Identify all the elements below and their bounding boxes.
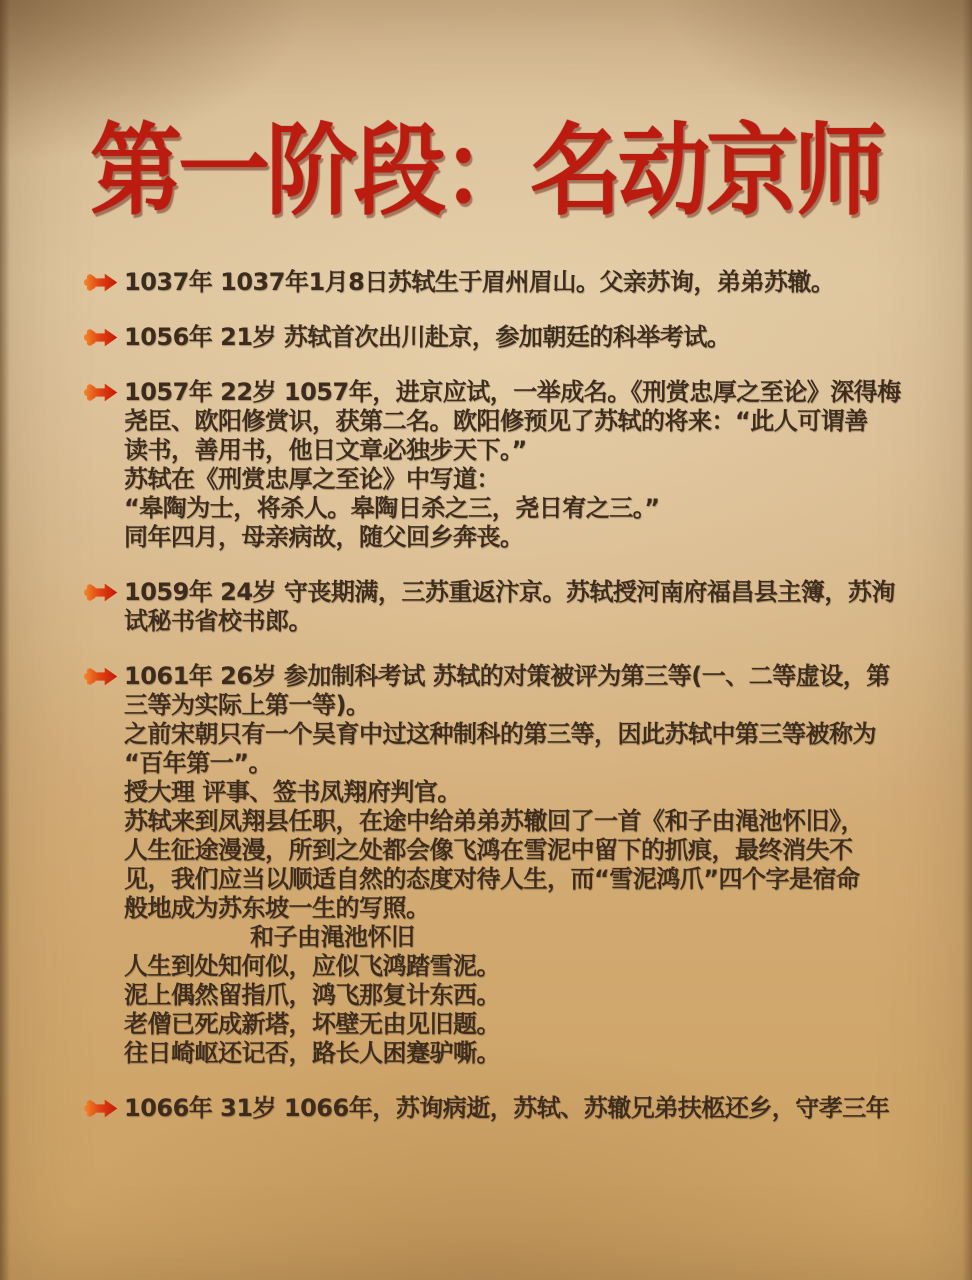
page-title: 第一阶段：名动京师 — [89, 112, 882, 229]
poem-line: 老僧已死成新塔，坏壁无由见旧题。 — [124, 1010, 500, 1038]
text-line: 苏轼在《刑赏忠厚之至论》中写道： — [124, 465, 500, 493]
text-line: 人生征途漫漫，所到之处都会像飞鸿在雪泥中留下的抓痕，最终消失不 — [124, 836, 853, 864]
timeline-item-1061 — [88, 662, 932, 1068]
text-line: 1056年 21岁 苏轼首次出川赴京，参加朝廷的科举考试。 — [124, 323, 731, 351]
flame-arrow-icon — [84, 271, 118, 294]
timeline-item-1057 — [88, 378, 932, 552]
text-line: 同年四月，母亲病故，随父回乡奔丧。 — [124, 523, 524, 551]
poem-line: 人生到处知何似，应似飞鸿踏雪泥。 — [124, 952, 500, 980]
timeline-item-1037 — [88, 268, 932, 297]
text-line: 1066年 31岁 1066年，苏询病逝，苏轼、苏辙兄弟扶柩还乡，守孝三年 — [124, 1094, 890, 1122]
text-line: 苏轼来到凤翔县任职，在途中给弟弟苏辙回了一首《和子由渑池怀旧》， — [124, 807, 864, 835]
text-line: 1057年 22岁 1057年，进京应试，一举成名。《刑赏忠厚之至论》深得梅 — [124, 378, 901, 406]
text-line: “皋陶为士，将杀人。皋陶日杀之三，尧日宥之三。” — [124, 494, 660, 522]
timeline — [88, 268, 932, 1123]
text-line: “百年第一”。 — [124, 749, 273, 777]
text-line: 三等为实际上第一等)。 — [124, 691, 370, 719]
poem-title: 和子由渑池怀旧 — [250, 923, 415, 951]
text-line: 授大理 评事、签书凤翔府判官。 — [124, 778, 461, 806]
poem-line: 泥上偶然留指爪，鸿飞那复计东西。 — [124, 981, 500, 1009]
flame-arrow-icon — [84, 1097, 118, 1120]
text-line: 试秘书省校书郎。 — [124, 607, 312, 635]
timeline-item-1056 — [88, 323, 932, 352]
text-line: 1059年 24岁 守丧期满，三苏重返汴京。苏轼授河南府福昌县主簿，苏洵 — [124, 578, 895, 606]
text-line: 读书，善用书，他日文章必独步天下。” — [124, 436, 527, 464]
timeline-item-1059 — [88, 578, 932, 636]
text-line: 1061年 26岁 参加制科考试 苏轼的对策被评为第三等(一、二等虚设，第 — [124, 662, 890, 690]
flame-arrow-icon — [84, 326, 118, 349]
poem-line: 往日崎岖还记否，路长人困蹇驴嘶。 — [124, 1039, 500, 1067]
flame-arrow-icon — [84, 381, 118, 404]
text-line: 般地成为苏东坡一生的写照。 — [124, 894, 430, 922]
text-line: 之前宋朝只有一个吴育中过这种制科的第三等，因此苏轼中第三等被称为 — [124, 720, 876, 748]
flame-arrow-icon — [84, 665, 118, 688]
text-line: 尧臣、欧阳修赏识，获第二名。欧阳修预见了苏轼的将来：“此人可谓善 — [124, 407, 868, 435]
timeline-item-1066 — [88, 1094, 932, 1123]
flame-arrow-icon — [84, 581, 118, 604]
text-line: 1037年 1037年1月8日苏轼生于眉州眉山。父亲苏询，弟弟苏辙。 — [124, 268, 835, 296]
text-line: 见，我们应当以顺适自然的态度对待人生，而“雪泥鸿爪”四个字是宿命 — [124, 865, 860, 893]
